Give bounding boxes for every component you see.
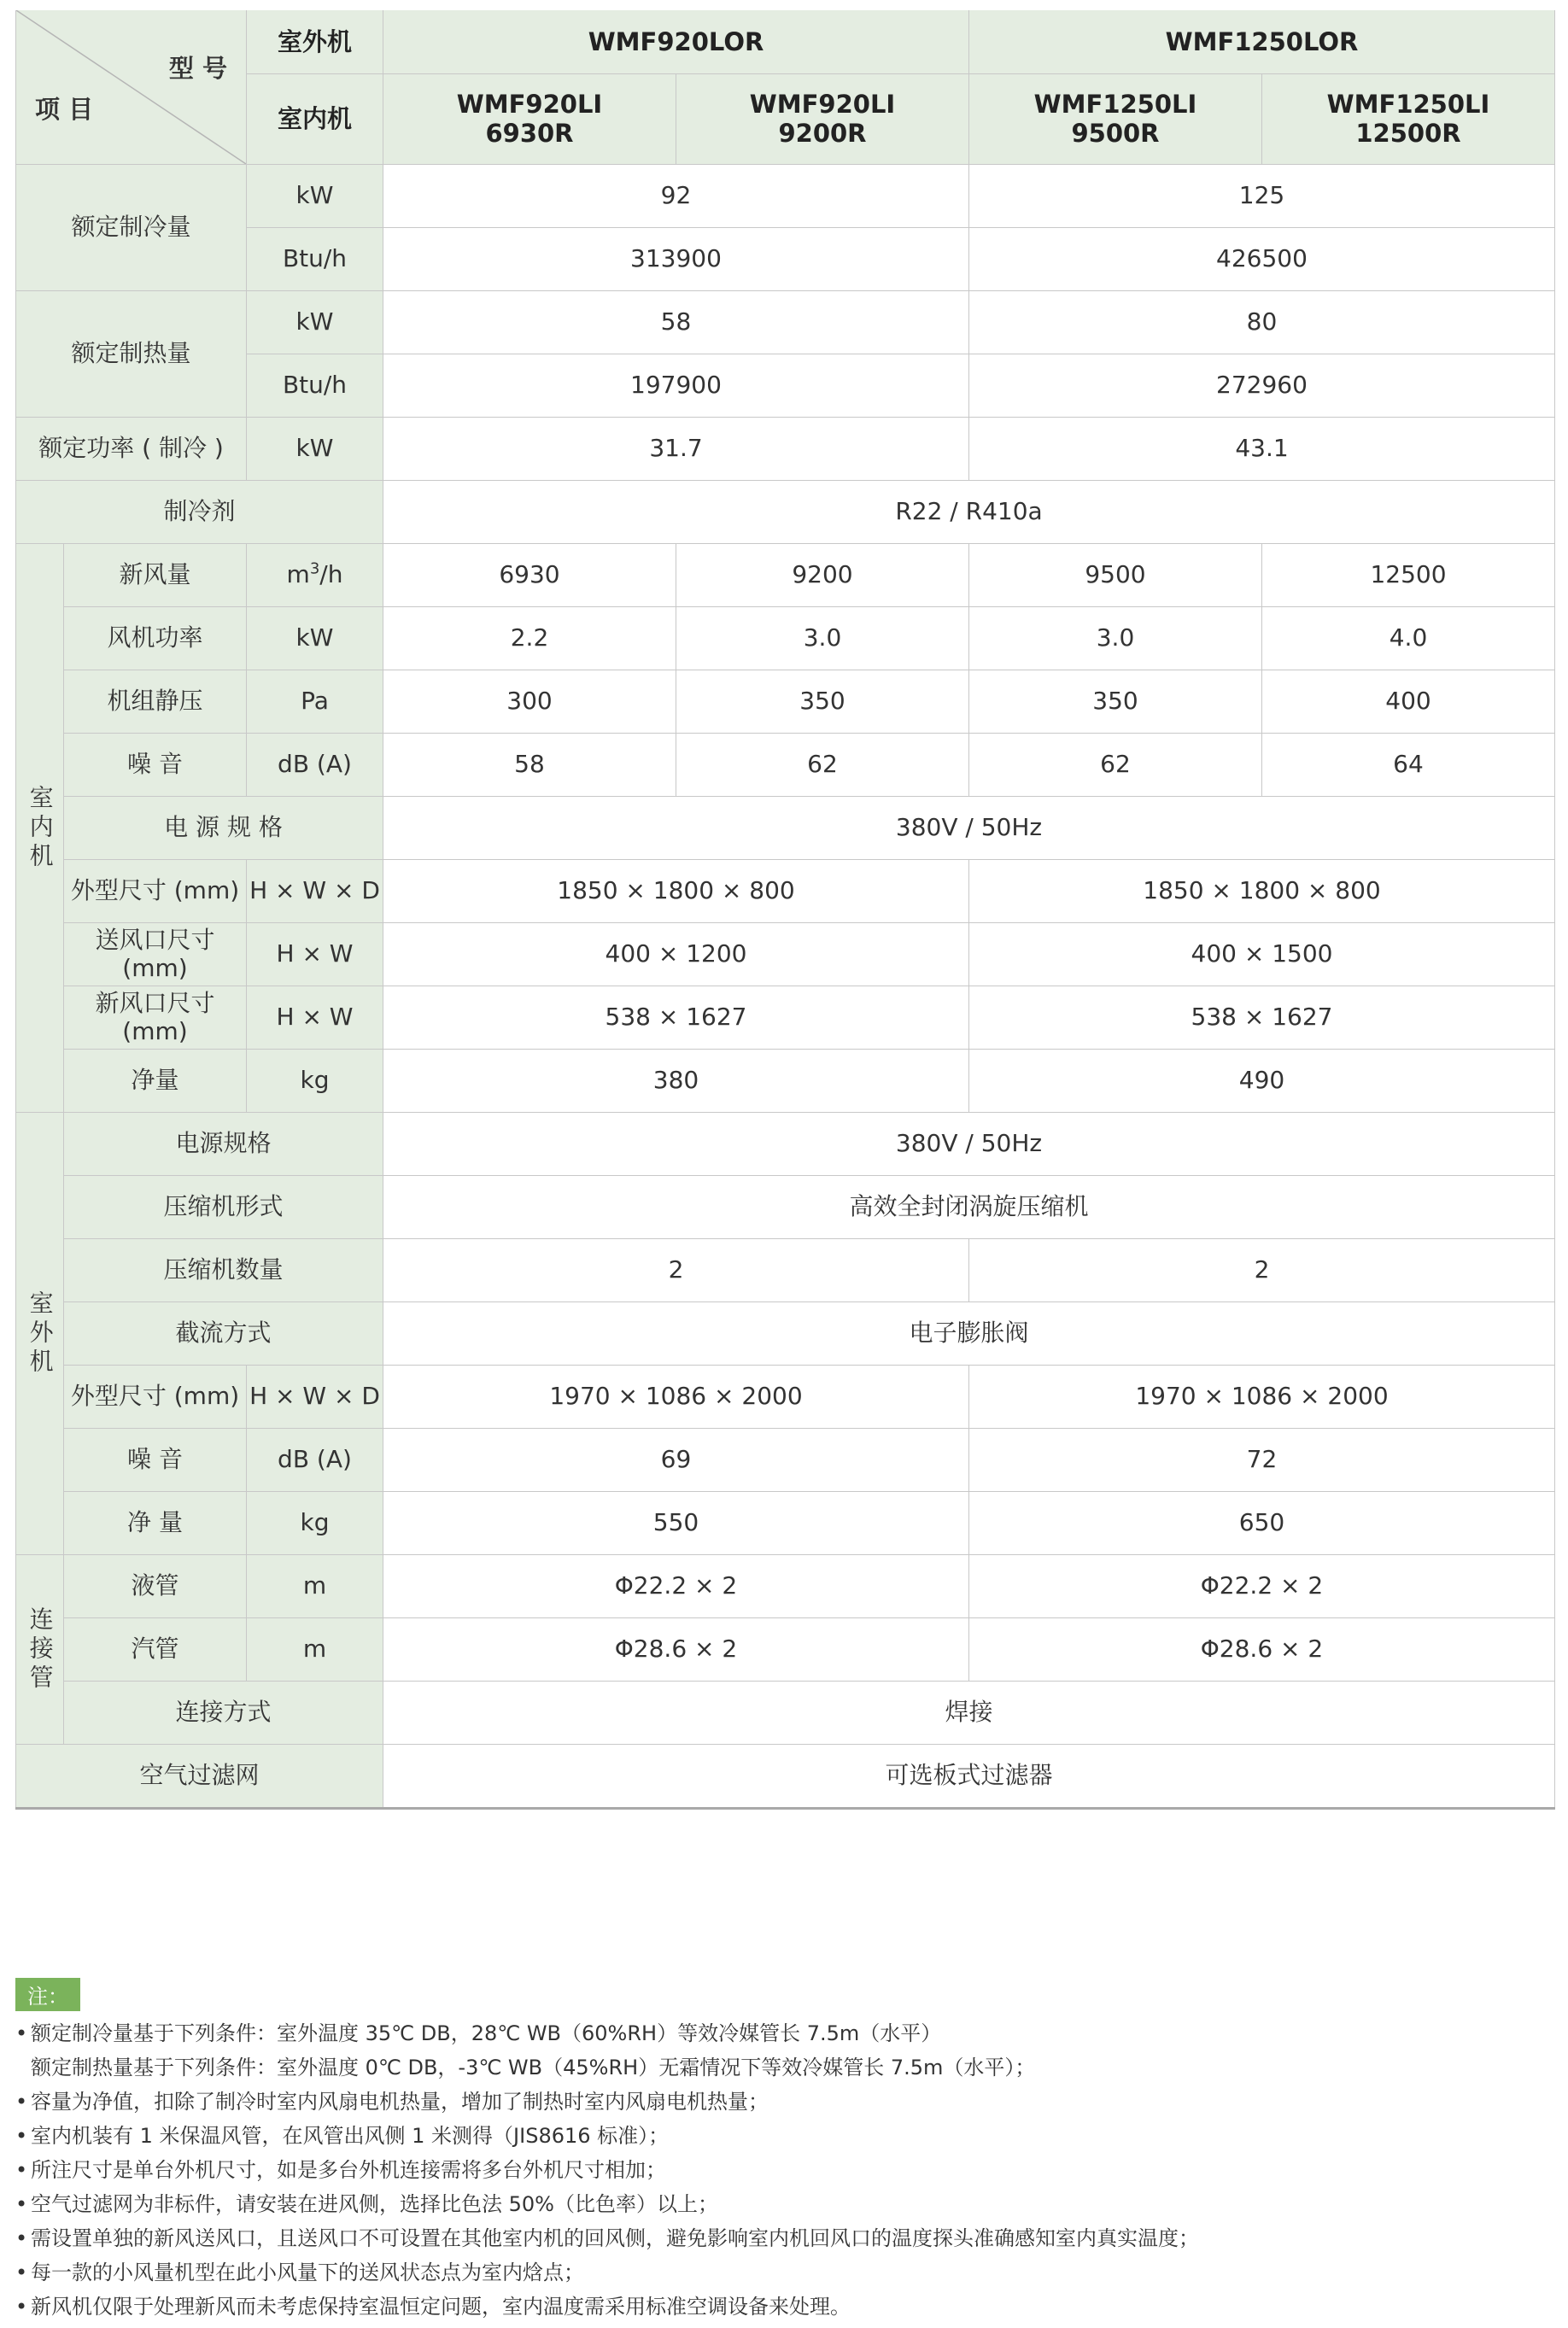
value-cell: 58 <box>383 734 676 797</box>
static-pressure-label: 机组静压 <box>64 670 247 734</box>
indoor-model-2: WMF920LI 9200R <box>676 74 969 165</box>
table-row <box>16 923 1555 986</box>
value-cell: 62 <box>969 734 1262 797</box>
value-cell: 69 <box>383 1429 969 1492</box>
table-row <box>16 986 1555 1050</box>
table-row <box>16 418 1555 481</box>
indoor-weight-label: 净量 <box>64 1050 247 1113</box>
outdoor-weight-label: 净 量 <box>64 1492 247 1555</box>
note-line: • 需设置单独的新风送风口，且送风口不可设置在其他室内机的回风侧，避免影响室内机回风口的温度探头准确感知室内真实温度； <box>15 2226 1199 2250</box>
value-cell: Φ22.2 × 2 <box>969 1555 1555 1618</box>
table-row <box>16 1239 1555 1302</box>
table-row <box>16 1745 1555 1809</box>
connection-method-label: 连接方式 <box>64 1682 383 1745</box>
table-row <box>16 797 1555 860</box>
table-row <box>16 1302 1555 1366</box>
unit-cell: H × W <box>247 923 383 986</box>
table-row <box>16 1366 1555 1429</box>
value-cell: 2 <box>383 1239 969 1302</box>
unit-cell: dB (A) <box>247 734 383 797</box>
unit-cell: $m^3/h$ <box>247 544 383 607</box>
value-cell: 焊接 <box>383 1682 1555 1745</box>
compressor-count-label: 压缩机数量 <box>64 1239 383 1302</box>
value-cell: 92 <box>383 165 969 228</box>
table-row <box>16 734 1555 797</box>
value-cell: Φ28.6 × 2 <box>969 1618 1555 1682</box>
unit-cell: Btu/h <box>247 228 383 291</box>
value-cell: 可选板式过滤器 <box>383 1745 1555 1809</box>
value-cell: 2 <box>969 1239 1555 1302</box>
value-cell: 400 × 1500 <box>969 923 1555 986</box>
value-cell: 31.7 <box>383 418 969 481</box>
unit-cell: H × W × D <box>247 1366 383 1429</box>
value-cell: 1850 × 1800 × 800 <box>969 860 1555 923</box>
unit-cell: kW <box>247 165 383 228</box>
value-cell: 80 <box>969 291 1555 354</box>
fresh-inlet-label: 新风口尺寸 (mm) <box>64 986 247 1050</box>
fresh-air-label: 新风量 <box>64 544 247 607</box>
air-filter-label: 空气过滤网 <box>16 1745 383 1809</box>
value-cell: 9200 <box>676 544 969 607</box>
note-line: • 每一款的小风量机型在此小风量下的送风状态点为室内焓点； <box>15 2261 584 2284</box>
outdoor-unit-header: 室外机 <box>247 10 383 74</box>
item-label: 项 目 <box>35 95 94 124</box>
outdoor-power-supply-label: 电源规格 <box>64 1113 383 1176</box>
table-row <box>16 354 1555 418</box>
indoor-unit-header: 室内机 <box>247 74 383 165</box>
table-row <box>16 228 1555 291</box>
unit-cell: kW <box>247 418 383 481</box>
table-row <box>16 1176 1555 1239</box>
value-cell: 3.0 <box>676 607 969 670</box>
unit-cell: kW <box>247 291 383 354</box>
table-row <box>16 607 1555 670</box>
value-cell: R22 / R410a <box>383 481 1555 544</box>
indoor-group-label: 室内机 <box>16 544 64 1113</box>
unit-cell: Pa <box>247 670 383 734</box>
throttle-label: 截流方式 <box>64 1302 383 1366</box>
rated-power-label: 额定功率 ( 制冷 ) <box>16 418 247 481</box>
value-cell: 538 × 1627 <box>383 986 969 1050</box>
liquid-pipe-label: 液管 <box>64 1555 247 1618</box>
note-line: • 室内机装有 1 米保温风管，在风管出风侧 1 米测得（JIS8616 标准）； <box>15 2124 670 2148</box>
value-cell: 272960 <box>969 354 1555 418</box>
unit-cell: H × W × D <box>247 860 383 923</box>
value-cell: 380 <box>383 1050 969 1113</box>
value-cell: 300 <box>383 670 676 734</box>
table-row <box>16 670 1555 734</box>
note-line: • 空气过滤网为非标件，请安装在进风侧，选择比色法 50%（比色率）以上； <box>15 2192 718 2216</box>
compressor-type-label: 压缩机形式 <box>64 1176 383 1239</box>
outdoor-model-2: WMF1250LOR <box>969 10 1555 74</box>
value-cell: 3.0 <box>969 607 1262 670</box>
outdoor-dimensions-label: 外型尺寸 (mm) <box>64 1366 247 1429</box>
table-row <box>16 1555 1555 1618</box>
value-cell: 高效全封闭涡旋压缩机 <box>383 1176 1555 1239</box>
table-row <box>16 291 1555 354</box>
value-cell: 400 × 1200 <box>383 923 969 986</box>
value-cell: 电子膨胀阀 <box>383 1302 1555 1366</box>
unit-cell: kW <box>247 607 383 670</box>
outdoor-noise-label: 噪 音 <box>64 1429 247 1492</box>
value-cell: 350 <box>676 670 969 734</box>
indoor-model-3: WMF1250LI 9500R <box>969 74 1262 165</box>
table-row <box>16 1492 1555 1555</box>
piping-group-label: 连接管 <box>16 1555 64 1745</box>
notes-title: 注： <box>15 1978 80 2011</box>
table-row <box>16 1429 1555 1492</box>
value-cell: 12500 <box>1262 544 1555 607</box>
unit-cell: H × W <box>247 986 383 1050</box>
spec-table <box>15 10 1555 1810</box>
value-cell: 9500 <box>969 544 1262 607</box>
unit-cell: dB (A) <box>247 1429 383 1492</box>
value-cell: 125 <box>969 165 1555 228</box>
value-cell: 1970 × 1086 × 2000 <box>383 1366 969 1429</box>
refrigerant-label: 制冷剂 <box>16 481 383 544</box>
value-cell: 197900 <box>383 354 969 418</box>
unit-cell: kg <box>247 1050 383 1113</box>
model-label: 型 号 <box>168 54 227 83</box>
outdoor-group-label: 室外机 <box>16 1113 64 1555</box>
note-line: • 容量为净值，扣除了制冷时室内风扇电机热量，增加了制热时室内风扇电机热量； <box>15 2090 769 2114</box>
value-cell: 538 × 1627 <box>969 986 1555 1050</box>
value-cell: 313900 <box>383 228 969 291</box>
value-cell: 380V / 50Hz <box>383 797 1555 860</box>
indoor-model-1: WMF920LI 6930R <box>383 74 676 165</box>
value-cell: 62 <box>676 734 969 797</box>
indoor-dimensions-label: 外型尺寸 (mm) <box>64 860 247 923</box>
table-row <box>16 544 1555 607</box>
table-row <box>16 1618 1555 1682</box>
value-cell: 550 <box>383 1492 969 1555</box>
value-cell: 2.2 <box>383 607 676 670</box>
value-cell: 64 <box>1262 734 1555 797</box>
value-cell: Φ28.6 × 2 <box>383 1618 969 1682</box>
value-cell: 58 <box>383 291 969 354</box>
unit-cell: m <box>247 1555 383 1618</box>
unit-cell: Btu/h <box>247 354 383 418</box>
value-cell: 1850 × 1800 × 800 <box>383 860 969 923</box>
value-cell: Φ22.2 × 2 <box>383 1555 969 1618</box>
notes-section <box>15 1978 1554 2324</box>
indoor-power-supply-label: 电 源 规 格 <box>64 797 383 860</box>
note-line: • 新风机仅限于处理新风而未考虑保持室温恒定问题，室内温度需采用标准空调设备来处理。 <box>15 2295 851 2319</box>
gas-pipe-label: 汽管 <box>64 1618 247 1682</box>
unit-cell: m <box>247 1618 383 1682</box>
diagonal-line <box>16 10 246 164</box>
indoor-model-4: WMF1250LI 12500R <box>1262 74 1555 165</box>
value-cell: 6930 <box>383 544 676 607</box>
table-row <box>16 1682 1555 1745</box>
fan-power-label: 风机功率 <box>64 607 247 670</box>
value-cell: 43.1 <box>969 418 1555 481</box>
table-row <box>16 481 1555 544</box>
value-cell: 380V / 50Hz <box>383 1113 1555 1176</box>
outdoor-model-1: WMF920LOR <box>383 10 969 74</box>
cooling-capacity-label: 额定制冷量 <box>16 165 247 291</box>
table-row <box>16 1050 1555 1113</box>
value-cell: 400 <box>1262 670 1555 734</box>
table-row <box>16 165 1555 228</box>
value-cell: 1970 × 1086 × 2000 <box>969 1366 1555 1429</box>
heating-capacity-label: 额定制热量 <box>16 291 247 418</box>
value-cell: 490 <box>969 1050 1555 1113</box>
value-cell: 72 <box>969 1429 1555 1492</box>
value-cell: 4.0 <box>1262 607 1555 670</box>
indoor-noise-label: 噪 音 <box>64 734 247 797</box>
table-row <box>16 1113 1555 1176</box>
supply-outlet-label: 送风口尺寸 (mm) <box>64 923 247 986</box>
note-line: • 所注尺寸是单台外机尺寸，如是多台外机连接需将多台外机尺寸相加； <box>15 2158 666 2182</box>
note-line: • 额定制冷量基于下列条件：室外温度 35℃ DB，28℃ WB（60%RH）等效冷媒管长 7.5m（水平） <box>15 2021 942 2045</box>
unit-cell: kg <box>247 1492 383 1555</box>
note-line: 额定制热量基于下列条件：室外温度 0℃ DB，-3℃ WB（45%RH）无霜情况下等效冷媒管长 7.5m（水平）； <box>31 2056 1036 2079</box>
table-row <box>16 860 1555 923</box>
value-cell: 350 <box>969 670 1262 734</box>
value-cell: 650 <box>969 1492 1555 1555</box>
value-cell: 426500 <box>969 228 1555 291</box>
diagonal-header-cell <box>16 10 247 165</box>
